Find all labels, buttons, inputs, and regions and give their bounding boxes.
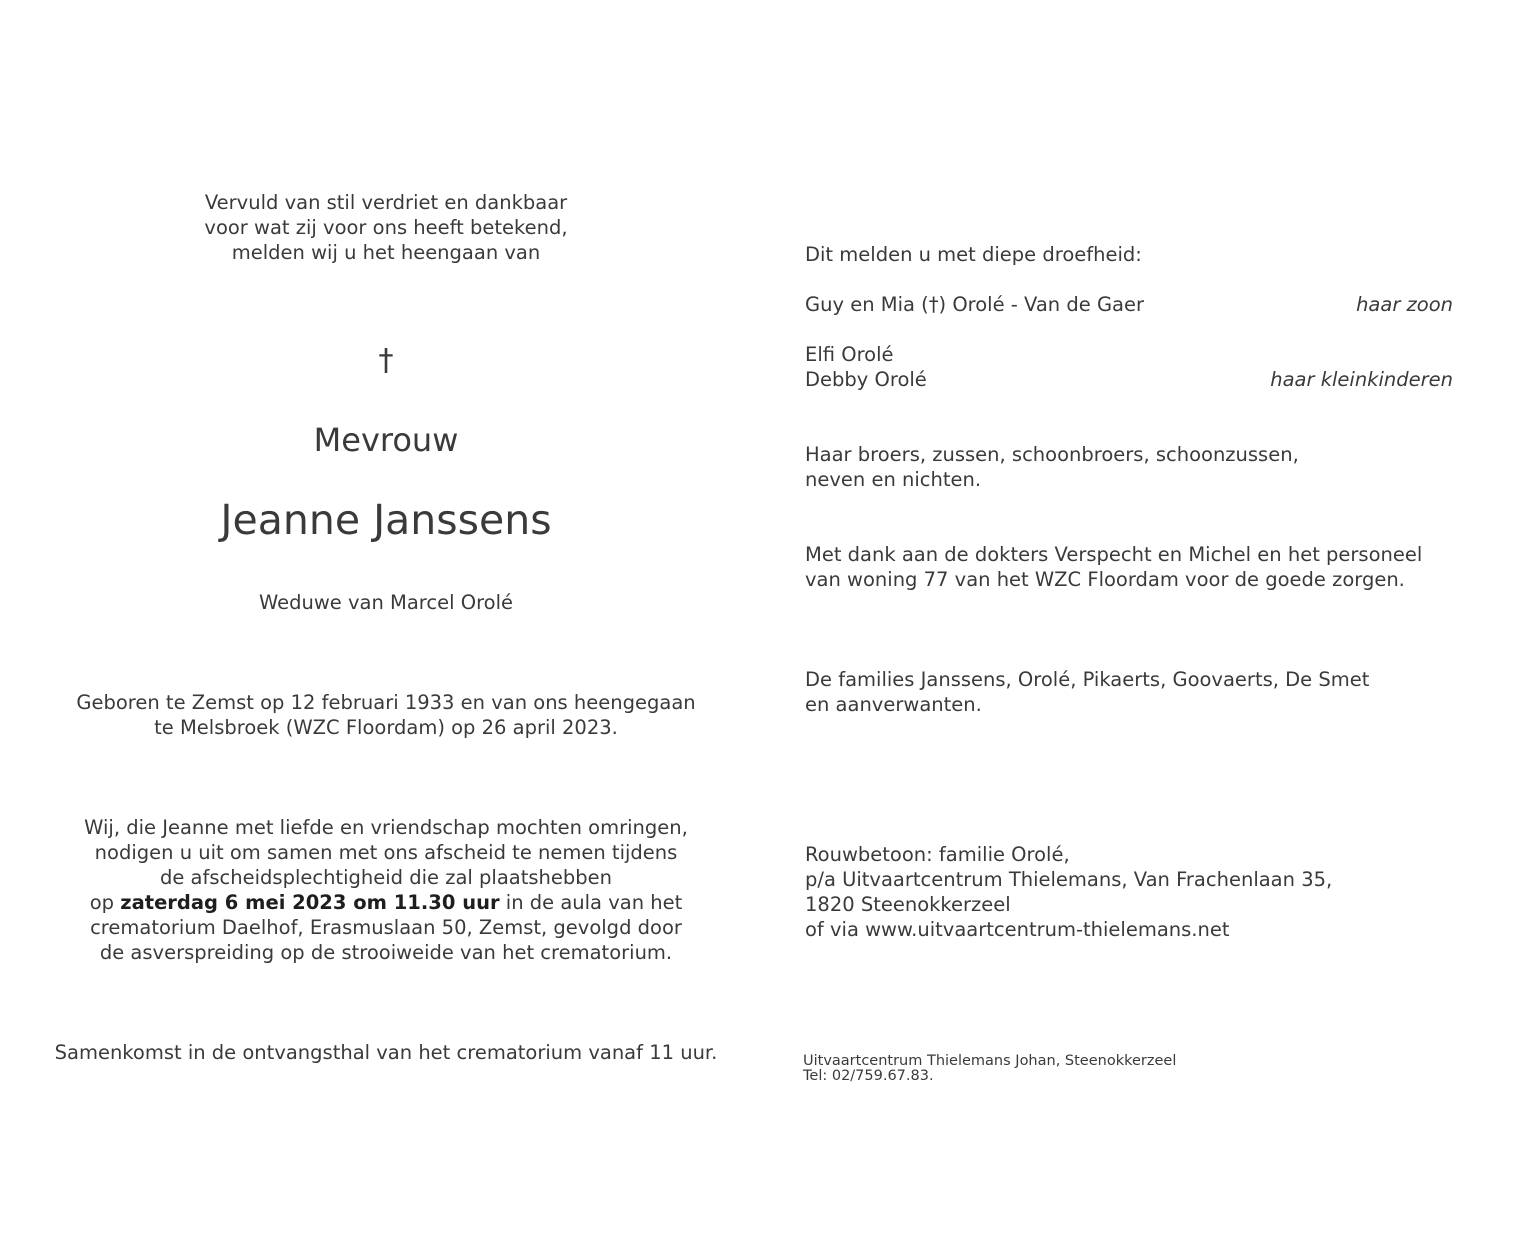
ceremony-line: de asverspreiding op de strooiweide van het crematorium. — [99, 941, 673, 964]
ceremony-line: Wij, die Jeanne met liefde en vriendschap mochten omringen, — [84, 816, 688, 839]
condolence-line: 1820 Steenokkerzeel — [805, 893, 1011, 916]
date-prefix: op — [89, 891, 121, 914]
families-line: en aanverwanten. — [805, 693, 982, 716]
grandchildren-block — [805, 342, 1453, 392]
cross-icon: † — [378, 343, 394, 378]
grandchildren-relation: haar kleinkinderen — [1270, 368, 1453, 391]
son-row — [805, 292, 1453, 317]
grandchildren-row — [805, 367, 1453, 392]
birth-line: te Melsbroek (WZC Floordam) op 26 april 2023. — [154, 716, 618, 739]
condolence-info — [805, 842, 1453, 942]
footer-line: Uitvaartcentrum Thielemans Johan, Steenokkerzeel — [803, 1053, 1177, 1069]
ceremony-date-line — [36, 890, 736, 915]
families-text — [805, 667, 1453, 717]
thanks-line: van woning 77 van het WZC Floordam voor de goede zorgen. — [805, 568, 1405, 591]
condolence-line: p/a Uitvaartcentrum Thielemans, Van Frachenlaan 35, — [805, 868, 1333, 891]
footer-line: Tel: 02/759.67.83. — [803, 1068, 934, 1084]
intro-text — [36, 190, 736, 265]
widow-of: Weduwe van Marcel Orolé — [258, 591, 514, 614]
funeral-home-footer — [803, 1054, 1451, 1084]
condolence-website: of via www.uitvaartcentrum-thielemans.net — [805, 918, 1230, 941]
honorific-title: Mevrouw — [313, 421, 459, 459]
intro-line: voor wat zij voor ons heeft betekend, — [204, 216, 568, 239]
announce-line: Dit melden u met diepe droefheid: — [805, 243, 1142, 266]
siblings-line: Haar broers, zussen, schoonbroers, schoonzussen, — [805, 443, 1299, 466]
intro-line: melden wij u het heengaan van — [231, 241, 541, 264]
ceremony-line: de afscheidsplechtigheid die zal plaatshebben — [159, 866, 612, 889]
thanks-text — [805, 542, 1453, 592]
siblings-text — [805, 442, 1453, 492]
date-suffix: in de aula van het — [499, 891, 683, 914]
deceased-name: Jeanne Janssens — [220, 496, 552, 544]
thanks-line: Met dank aan de dokters Verspecht en Michel en het personeel — [805, 543, 1423, 566]
ceremony-line: crematorium Daelhof, Erasmuslaan 50, Zemst, gevolgd door — [90, 916, 682, 939]
ceremony-line: nodigen u uit om samen met ons afscheid te nemen tijdens — [94, 841, 678, 864]
grandchild-name: Debby Orolé — [805, 368, 927, 391]
families-line: De families Janssens, Orolé, Pikaerts, Goovaerts, De Smet — [805, 668, 1370, 691]
birth-death-info — [36, 690, 736, 740]
son-relation: haar zoon — [1356, 293, 1453, 316]
ceremony-invitation — [36, 815, 736, 965]
gathering-info: Samenkomst in de ontvangsthal van het crematorium vanaf 11 uur. — [54, 1041, 718, 1064]
birth-line: Geboren te Zemst op 12 februari 1933 en van ons heengegaan — [76, 691, 696, 714]
ceremony-date: zaterdag 6 mei 2023 om 11.30 uur — [120, 891, 500, 914]
grandchild-name: Elfi Orolé — [805, 343, 894, 366]
son-name: Guy en Mia (†) Orolé - Van de Gaer — [805, 293, 1145, 316]
condolence-line: Rouwbetoon: familie Orolé, — [805, 843, 1070, 866]
intro-line: Vervuld van stil verdriet en dankbaar — [204, 191, 568, 214]
siblings-line: neven en nichten. — [805, 468, 982, 491]
